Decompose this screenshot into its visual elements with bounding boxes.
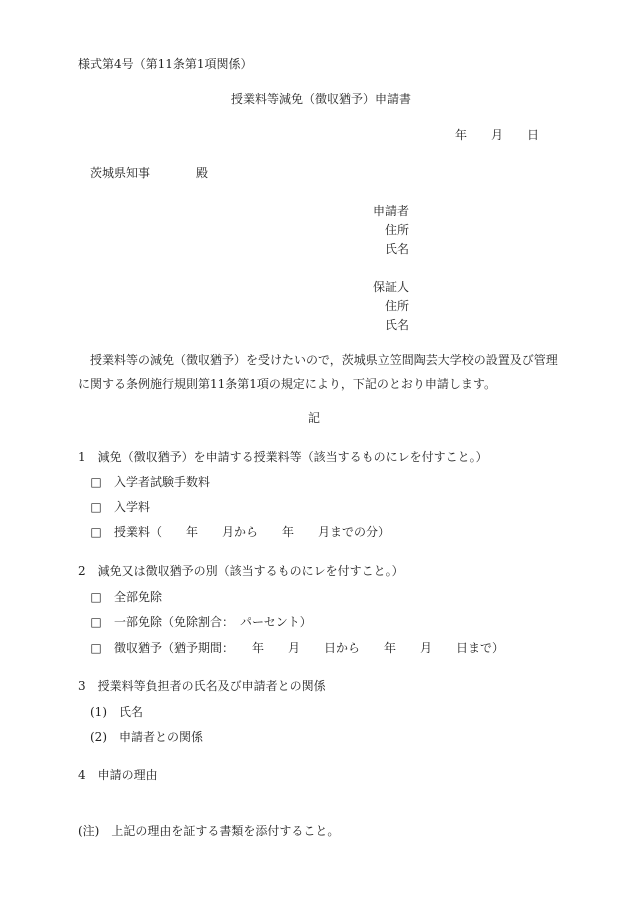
checkbox-icon[interactable]: □ (90, 500, 102, 514)
document-title: 授業料等減免（徴収猶予）申請書 (231, 92, 412, 106)
applicant-address-label: 住所 (385, 223, 410, 237)
section2-option-full-exemption[interactable] (90, 589, 162, 605)
date-month: 月 (491, 128, 504, 142)
option-label: 入学者試験手数料 (114, 475, 211, 489)
checkbox-icon[interactable]: □ (90, 525, 102, 539)
section2-heading: 2 減免又は徴収猶予の別（該当するものにレを付すこと。） (78, 564, 404, 578)
item-number: (1) (90, 705, 107, 719)
option-label: 全部免除 (114, 590, 163, 604)
section1-option-entrance-exam-fee[interactable] (90, 474, 210, 490)
note (78, 823, 339, 839)
date-year: 年 (455, 128, 468, 142)
guarantor-heading: 保証人 (373, 280, 410, 294)
section2-option-partial-exemption[interactable] (90, 614, 312, 630)
section3-item-name (90, 704, 143, 720)
note-text: 上記の理由を証する書類を添付すること。 (111, 824, 340, 838)
section2-option-deferral[interactable] (90, 640, 504, 656)
item-label: 申請者との関係 (119, 730, 204, 744)
checkbox-icon[interactable]: □ (90, 615, 102, 629)
option-label: 入学料 (114, 500, 151, 514)
ki-heading: 記 (308, 411, 321, 425)
addressee-honorific: 殿 (196, 166, 209, 180)
option-label: 授業料（ 年 月から 年 月までの分） (114, 525, 391, 539)
section1-option-tuition[interactable] (90, 524, 390, 540)
section4-heading: 4 申請の理由 (78, 768, 158, 782)
item-number: (2) (90, 730, 107, 744)
checkbox-icon[interactable]: □ (90, 641, 102, 655)
section1-option-admission-fee[interactable] (90, 499, 150, 515)
guarantor-name-label: 氏名 (385, 318, 410, 332)
section1-heading: 1 減免（徴収猶予）を申請する授業料等（該当するものにレを付すこと。） (78, 450, 488, 464)
checkbox-icon[interactable]: □ (90, 475, 102, 489)
option-label: 一部免除（免除割合： パーセント） (114, 615, 312, 629)
body-text: 授業料等の減免（徴収猶予）を受けたいので，茨城県立笠間陶芸大学校の設置及び管理に関する条例施行規則第11条第1項の規定により，下記のとおり申請します。 (78, 353, 558, 391)
section3-item-relationship (90, 729, 203, 745)
applicant-heading: 申請者 (373, 204, 410, 218)
date-day: 日 (527, 128, 540, 142)
addressee-name: 茨城県知事 (90, 166, 151, 180)
form-label: 様式第4号（第11条第1項関係） (78, 57, 253, 71)
checkbox-icon[interactable]: □ (90, 590, 102, 604)
note-label: (注) (78, 824, 100, 838)
applicant-name-label: 氏名 (385, 242, 410, 256)
section3-heading: 3 授業料等負担者の氏名及び申請者との関係 (78, 679, 326, 693)
option-label: 徴収猶予（猶予期間： 年 月 日から 年 月 日まで） (114, 641, 505, 655)
body-paragraph (78, 348, 564, 396)
guarantor-address-label: 住所 (385, 299, 410, 313)
item-label: 氏名 (119, 705, 144, 719)
